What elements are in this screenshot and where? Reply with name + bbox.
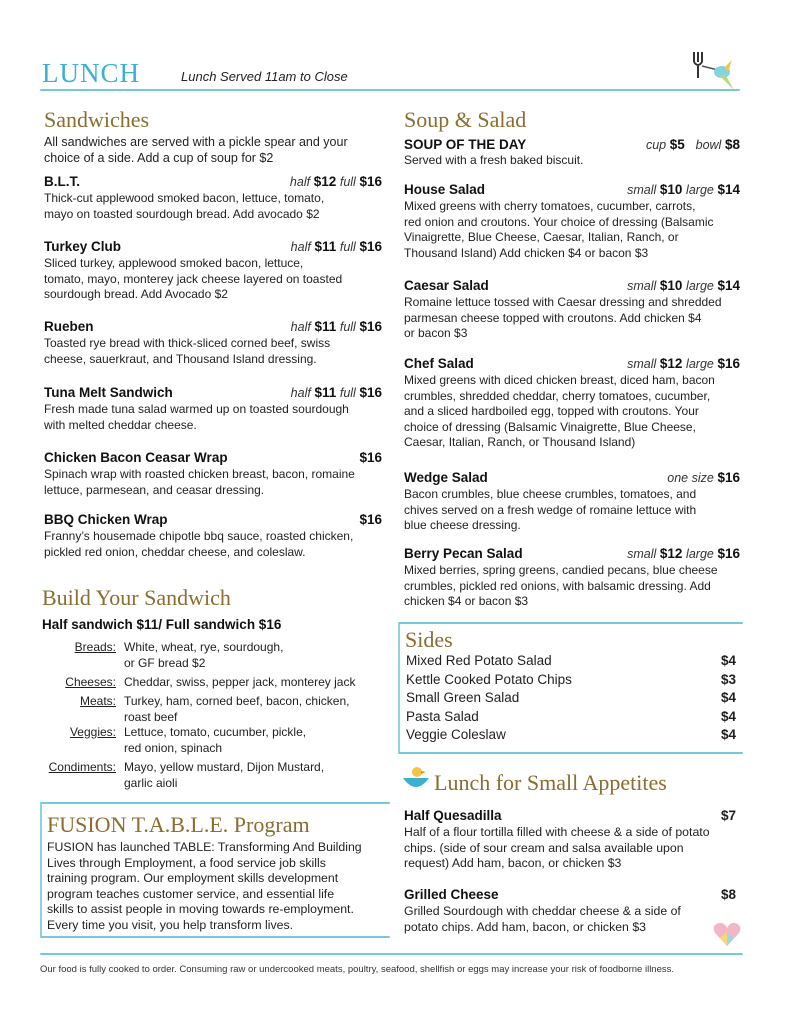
item-price bbox=[230, 512, 382, 527]
sandwich-desc: Spinach wrap with roasted chicken breast, bacon, romaine bbox=[44, 467, 355, 481]
salad-desc: chicken $4 or bacon $3 bbox=[404, 594, 529, 608]
price-size-label: half bbox=[289, 175, 311, 189]
salad-desc: blue cheese dressing. bbox=[404, 518, 521, 532]
fusion-text: Every time you visit, you help transform lives. bbox=[47, 917, 294, 932]
fusion-text: program teaches customer service, and essential life bbox=[47, 886, 335, 901]
price-size-label: half bbox=[290, 240, 311, 254]
soup-price: cup $5 bowl $8 bbox=[645, 137, 740, 152]
build-label: Condiments: bbox=[48, 760, 116, 774]
salad-desc: choice of dressing (Balsamic Vinaigrette, Blue Cheese, bbox=[404, 419, 696, 434]
price-size-label: half bbox=[290, 386, 311, 400]
side-price: $3 bbox=[720, 671, 736, 687]
price-value: $16 bbox=[359, 174, 382, 189]
side-price: $4 bbox=[720, 690, 736, 705]
salad-desc: Mixed berries, spring greens, candied pecans, blue cheese bbox=[404, 563, 718, 577]
item-price bbox=[230, 239, 382, 254]
side-name: Mixed Red Potato Salad bbox=[406, 653, 552, 668]
price-size-label: full bbox=[339, 240, 356, 254]
fusion-divider-bottom bbox=[40, 936, 390, 938]
side-item bbox=[406, 672, 736, 687]
small-appetites-heading: Lunch for Small Appetites bbox=[434, 770, 667, 795]
fusion-border-left bbox=[40, 804, 42, 936]
salad-desc: Bacon crumbles, blue cheese crumbles, tomatoes, and bbox=[404, 487, 697, 501]
sandwich-desc: Franny’s housemade chipotle bbq sauce, roasted chicken, bbox=[44, 529, 354, 543]
page-subtitle: Lunch Served 11am to Close bbox=[181, 69, 348, 84]
side-item bbox=[406, 690, 736, 705]
price-size-label: half bbox=[290, 320, 311, 334]
side-item bbox=[406, 653, 736, 668]
chick-in-bowl-icon bbox=[400, 764, 432, 794]
price-size-label: full bbox=[339, 386, 356, 400]
fusion-divider-top bbox=[40, 802, 390, 804]
side-name: Small Green Salad bbox=[406, 690, 520, 705]
small-item-desc: potato chips. Add ham, bacon, or chicken $3 bbox=[404, 919, 646, 934]
side-item bbox=[406, 727, 736, 742]
heart-icon bbox=[712, 920, 742, 948]
small-item-desc: Grilled Sourdough with cheddar cheese & a side of bbox=[404, 904, 681, 918]
small-item-desc: request) Add ham, bacon, or chicken $3 bbox=[404, 856, 622, 870]
price-size-label: small bbox=[627, 547, 657, 561]
build-price-line: Half sandwich $11/ Full sandwich $16 bbox=[42, 617, 282, 632]
side-price: $4 bbox=[720, 708, 736, 724]
sides-heading: Sides bbox=[405, 627, 453, 652]
build-label: Cheeses: bbox=[65, 675, 116, 689]
fusion-text: Lives through Employment, a food service job skills bbox=[47, 855, 326, 870]
salad-desc: Thousand Island) Add chicken $4 or bacon $3 bbox=[404, 245, 649, 260]
sandwich-desc: Toasted rye bread with thick-sliced corned beef, swiss bbox=[44, 336, 331, 350]
price-value: $16 bbox=[359, 239, 382, 254]
sandwich-desc: Sliced turkey, applewood smoked bacon, lettuce, bbox=[44, 256, 304, 270]
price-size-label: large bbox=[686, 547, 714, 561]
side-price: $4 bbox=[720, 727, 736, 742]
sandwich-name: Tuna Melt Sandwich bbox=[44, 385, 173, 400]
salad-name: Caesar Salad bbox=[404, 278, 489, 293]
item-price bbox=[580, 356, 740, 371]
sandwich-desc: lettuce, parmesean, and ceasar dressing. bbox=[44, 482, 265, 497]
soup-salad-heading: Soup & Salad bbox=[404, 107, 527, 132]
salad-name: Wedge Salad bbox=[404, 470, 488, 485]
fusion-text: skills to assist people in moving towards re-employment. bbox=[47, 902, 354, 916]
small-item-desc: Half of a flour tortilla filled with cheese & a side of potato bbox=[404, 825, 710, 839]
build-value: or GF bread $2 bbox=[124, 655, 206, 670]
sandwiches-heading: Sandwiches bbox=[44, 107, 150, 132]
item-price bbox=[580, 470, 740, 485]
sides-divider-bottom bbox=[398, 752, 743, 754]
side-name: Veggie Coleslaw bbox=[406, 727, 506, 742]
soup-name: SOUP OF THE DAY bbox=[404, 137, 527, 152]
sandwich-name: Chicken Bacon Ceasar Wrap bbox=[44, 450, 228, 465]
price-size-label: one size bbox=[667, 471, 714, 485]
price-value: $14 bbox=[717, 278, 740, 293]
price-value: $11 bbox=[314, 319, 337, 334]
side-name: Kettle Cooked Potato Chips bbox=[406, 671, 572, 687]
build-value: White, wheat, rye, sourdough, bbox=[124, 640, 284, 654]
side-item bbox=[406, 709, 736, 724]
sandwich-name: Rueben bbox=[44, 319, 94, 334]
item-price bbox=[230, 385, 382, 400]
price-value: $10 bbox=[659, 182, 683, 197]
price-value: $16 bbox=[359, 512, 382, 527]
salad-desc: red onion and croutons. Your choice of dressing (Balsamic bbox=[404, 214, 714, 229]
item-price bbox=[580, 182, 740, 197]
price-size-label: small bbox=[627, 357, 657, 371]
small-item-price: $8 bbox=[720, 887, 736, 902]
sandwiches-intro-2: choice of a side. Add a cup of soup for $2 bbox=[44, 151, 274, 165]
sandwich-desc: pickled red onion, cheddar cheese, and coleslaw. bbox=[44, 544, 306, 559]
salad-desc: Romaine lettuce tossed with Caesar dressing and shredded bbox=[404, 295, 722, 309]
sandwich-desc: cheese, sauerkraut, and Thousand Island dressing. bbox=[44, 351, 317, 366]
sandwich-desc: Fresh made tuna salad warmed up on toasted sourdough bbox=[44, 402, 349, 416]
build-value: garlic aioli bbox=[124, 775, 178, 790]
price-value: $16 bbox=[717, 356, 740, 371]
salad-name: House Salad bbox=[404, 182, 486, 197]
sandwich-name: BBQ Chicken Wrap bbox=[44, 512, 168, 527]
price-value: $16 bbox=[359, 319, 382, 334]
salad-name: Berry Pecan Salad bbox=[404, 546, 523, 561]
price-value: $12 bbox=[659, 546, 683, 561]
price-size-label: full bbox=[339, 320, 356, 334]
price-value: $11 bbox=[314, 239, 337, 254]
salad-desc: parmesan cheese topped with croutons. Add chicken $4 bbox=[404, 310, 702, 325]
price-value: $16 bbox=[717, 546, 740, 561]
item-price bbox=[580, 278, 740, 293]
salad-desc: Caesar, Italian, Ranch, or Thousand Island) bbox=[404, 435, 636, 449]
small-item-name: Grilled Cheese bbox=[404, 887, 499, 902]
build-value: Mayo, yellow mustard, Dijon Mustard, bbox=[124, 760, 325, 774]
salad-desc: Vinaigrette, Blue Cheese, Caesar, Italian, Ranch, or bbox=[404, 230, 679, 244]
salad-name: Chef Salad bbox=[404, 356, 474, 371]
footer-disclaimer: Our food is fully cooked to order. Consuming raw or undercooked meats, poultry, seafood, shellfish or eggs may increase your risk of foodborne illness. bbox=[40, 964, 675, 975]
price-value: $11 bbox=[314, 385, 337, 400]
price-size-label: large bbox=[686, 183, 714, 197]
price-size-label: small bbox=[627, 183, 657, 197]
sandwich-desc: Thick-cut applewood smoked bacon, lettuce, tomato, bbox=[44, 191, 325, 205]
sides-divider-top bbox=[398, 622, 743, 624]
item-price bbox=[230, 450, 382, 465]
price-value: $16 bbox=[717, 470, 740, 485]
hummingbird-fork-icon bbox=[688, 48, 740, 96]
fusion-text: FUSION has launched TABLE: Transforming And Building bbox=[47, 840, 362, 854]
item-price bbox=[230, 319, 382, 334]
salad-desc: and a sliced hardboiled egg, topped with croutons. Your bbox=[404, 404, 699, 418]
soup-desc: Served with a fresh baked biscuit. bbox=[404, 153, 584, 167]
build-value: Lettuce, tomato, cucumber, pickle, bbox=[124, 725, 307, 739]
build-value: red onion, spinach bbox=[124, 740, 223, 755]
build-label: Breads: bbox=[74, 640, 116, 654]
build-value: roast beef bbox=[124, 709, 178, 724]
price-value: $16 bbox=[359, 385, 382, 400]
small-item-name: Half Quesadilla bbox=[404, 808, 502, 823]
build-value: Turkey, ham, corned beef, bacon, chicken, bbox=[124, 694, 350, 708]
salad-desc: chives served on a fresh wedge of romaine lettuce with bbox=[404, 502, 697, 517]
price-value: $10 bbox=[659, 278, 683, 293]
sandwich-name: Turkey Club bbox=[44, 239, 122, 254]
salad-desc: or bacon $3 bbox=[404, 326, 468, 340]
item-price bbox=[230, 174, 382, 189]
sandwich-desc: mayo on toasted sourdough bread. Add avocado $2 bbox=[44, 206, 320, 221]
price-value: $12 bbox=[313, 174, 337, 189]
footer-divider bbox=[40, 953, 743, 955]
sandwich-desc: tomato, mayo, monterey jack cheese layered on toasted bbox=[44, 271, 343, 286]
side-price: $4 bbox=[720, 653, 736, 668]
fusion-heading: FUSION T.A.B.L.E. Program bbox=[47, 812, 310, 837]
header-divider bbox=[40, 89, 740, 91]
small-item-desc: chips. (side of sour cream and salsa available upon bbox=[404, 840, 684, 855]
price-size-label: large bbox=[686, 357, 714, 371]
sandwiches-intro-1: All sandwiches are served with a pickle spear and your bbox=[44, 135, 348, 149]
price-size-label: large bbox=[686, 279, 714, 293]
salad-desc: crumbles, shredded cheddar, cherry tomatoes, cucumber, bbox=[404, 388, 711, 403]
sides-border-left bbox=[398, 624, 400, 752]
build-heading: Build Your Sandwich bbox=[42, 585, 231, 610]
salad-desc: Mixed greens with cherry tomatoes, cucumber, carrots, bbox=[404, 199, 696, 213]
fusion-text: training program. Our employment skills development bbox=[47, 871, 339, 885]
price-value: $16 bbox=[359, 450, 382, 465]
side-name: Pasta Salad bbox=[406, 708, 479, 724]
price-value: $14 bbox=[717, 182, 740, 197]
sandwich-name: B.L.T. bbox=[44, 174, 80, 189]
build-label: Meats: bbox=[79, 694, 116, 708]
build-label: Veggies: bbox=[69, 725, 116, 739]
page-title: LUNCH bbox=[42, 58, 140, 88]
salad-desc: Mixed greens with diced chicken breast, diced ham, bacon bbox=[404, 373, 715, 387]
price-value: $12 bbox=[659, 356, 683, 371]
salad-desc: crumbles, pickled red onions, with balsamic dressing. Add bbox=[404, 578, 711, 593]
price-size-label: full bbox=[339, 175, 356, 189]
sandwich-desc: with melted cheddar cheese. bbox=[44, 417, 197, 432]
price-size-label: small bbox=[627, 279, 657, 293]
sandwich-desc: sourdough bread. Add Avocado $2 bbox=[44, 287, 228, 301]
small-item-price: $7 bbox=[720, 808, 736, 823]
build-value: Cheddar, swiss, pepper jack, monterey jack bbox=[124, 675, 356, 689]
item-price bbox=[580, 546, 740, 561]
